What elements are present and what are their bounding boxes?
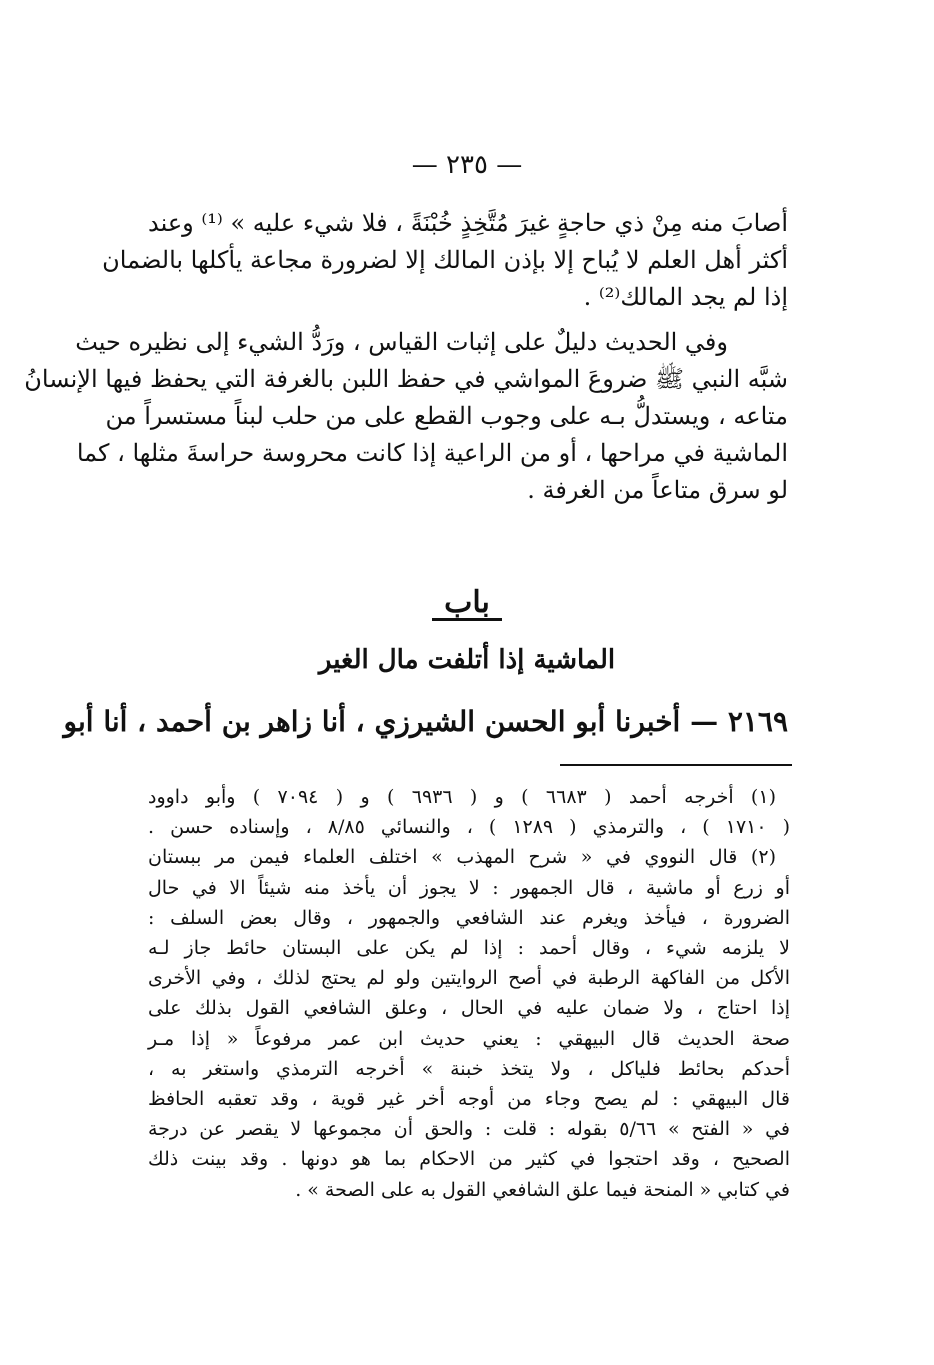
paragraph-1 — [102, 205, 788, 316]
footnote-line: في كتابي « المنحة فيما علق الشافعي القول به على الصحة » . — [295, 1178, 790, 1201]
footnote-line: (٢) قال النووي في « شرح المهذب » اختلف العلماء فيمن مر ببستان — [148, 846, 776, 869]
text-line: متاعه ، ويستدلُّ بـه على وجوب القطع على من حلب لبناً مستسراً من — [105, 402, 788, 430]
hadith-opening-line: ٢١٦٩ — أخبرنا أبو الحسن الشيرزي ، أنا زاهر بن أحمد ، أنا أبو — [63, 705, 788, 738]
chapter-heading-text: باب — [444, 585, 490, 620]
footnote-line: الأكل من الفاكهة الرطبة في أصح الروايتين ولو لم يحتج لذلك ، وفي الأخرى — [148, 967, 790, 990]
section-title: الماشية إذا أتلفت مال الغير — [318, 645, 616, 675]
paragraph-2 — [24, 324, 788, 509]
footnote-line: (١) أخرجه أحمد ( ٦٦٨٣ ) و ( ٦٩٣٦ ) و ( ٧٠٩٤ ) وأبو داوود — [148, 786, 776, 808]
footnote-line: صحة الحديث قال البيهقي : يعني حديث ابن عمر مرفوعاً « إذا مـر — [148, 1027, 790, 1050]
page-number: — ٢٣٥ — — [411, 150, 523, 180]
text-line: لو سرق متاعاً من الغرفة . — [527, 476, 788, 504]
footnote-line: أو زرع أو ماشية ، قال الجمهور : لا يجوز أن يأخذ منه شيئاً الا في حال — [148, 876, 790, 899]
footnote-divider — [560, 764, 792, 766]
footnote-line: ( ١٧١٠ ) ، والترمذي ( ١٢٨٩ ) ، والنسائي ٨/٨٥ ، وإسناده حسن . — [148, 816, 791, 839]
text-line: شبَّه النبي ﷺ ضروعَ المواشي في حفظ اللبن بالغرفة التي يحفظ فيها الإنسانُ — [24, 365, 788, 393]
main-text — [24, 205, 788, 509]
text-line: أصابَ منه مِنْ ذي حاجةٍ غيرَ مُتَّخِذٍ خُبْنَةً ، فلا شيء عليه » ⁽¹⁾ وعند — [148, 209, 788, 237]
footnotes — [148, 782, 790, 1205]
footnote-line: إذا احتاج ، ولا ضمان عليه في الحال ، وعلق الشافعي القول بذلك على — [148, 997, 790, 1020]
text-line: وفي الحديث دليلٌ على إثبات القياس ، ورَدُّ الشيء إلى نظيره حيث — [75, 328, 728, 356]
footnote-line: الضرورة ، فيأخذ ويغرم عند الشافعي والجمهور ، وقال بعض السلف : — [148, 906, 790, 929]
text-line: أكثر أهل العلم لا يُباح إلا بإذن المالك إلا لضرورة مجاعة يأكلها بالضمان — [102, 246, 788, 274]
text-line: الماشية في مراحها ، أو من الراعية إذا كانت محروسة حراسةَ مثلها ، كما — [76, 439, 788, 467]
footnote-line: أحدكم بحائط فلياكل ، ولا يتخذ خبنة » أخرجه الترمذي واستغر به ، — [148, 1057, 790, 1080]
text-line: إذا لم يجد المالك⁽²⁾ . — [583, 283, 788, 311]
footnote-line: لا يلزمه شيء ، وقال أحمد : إذا لم يكن على البستان حائط جاز لـه — [148, 937, 790, 960]
footnote-line: قال البيهقي : لم يصح وجاء من أوجه أخر غير قوية ، وقد تعقبه الحافظ — [148, 1088, 790, 1111]
footnote-line: الصحيح ، وقد احتجوا في كثير من الاحكام بما هو دونها . وقد بينت ذلك — [148, 1148, 790, 1171]
footnote-line: في « الفتح » ٥/٦٦ بقوله : قلت : والحق أن مجموعها لا يقصر عن درجة — [148, 1118, 790, 1141]
chapter-heading — [0, 585, 934, 621]
